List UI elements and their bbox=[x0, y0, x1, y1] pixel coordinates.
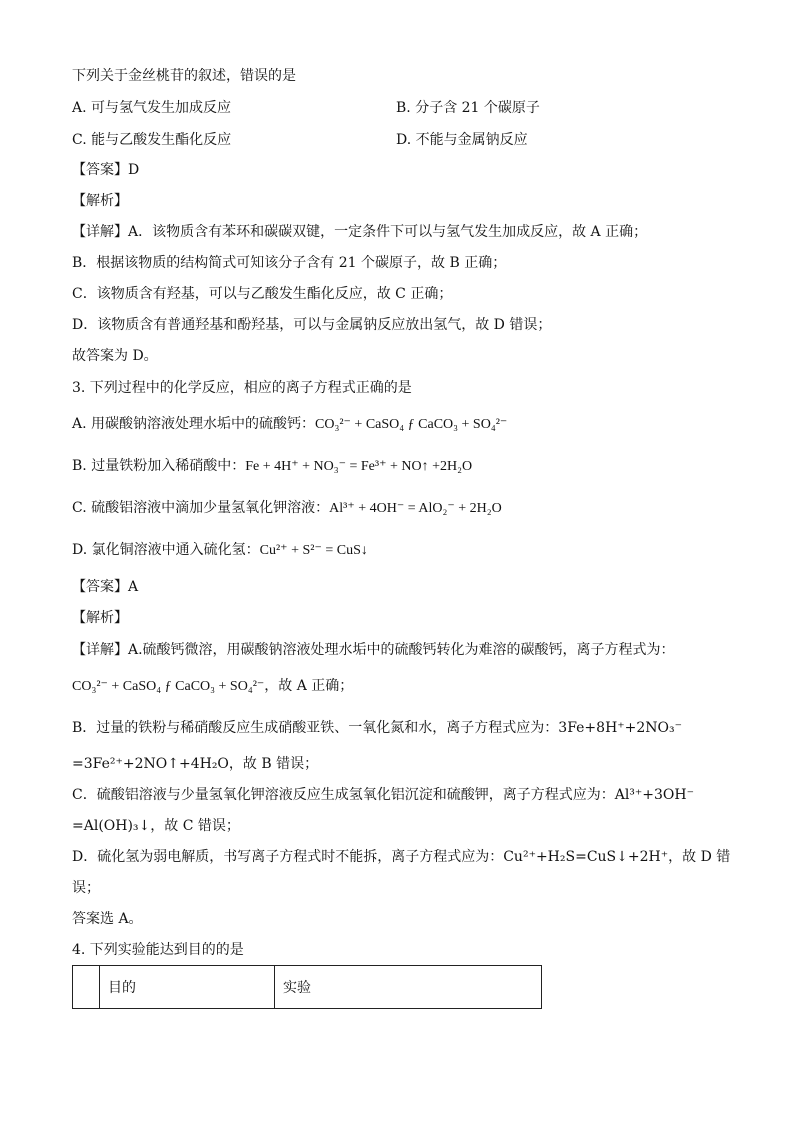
q3-detail-b-line2: =3Fe²⁺+2NO↑+4H₂O，故 B 错误； bbox=[72, 756, 319, 772]
q2-detail-a: 【详解】A．该物质含有苯环和碳碳双键，一定条件下可以与氢气发生加成反应，故 A 正确； bbox=[72, 224, 648, 240]
q3-detail-c-line2: =Al(OH)₃↓，故 C 错误； bbox=[72, 818, 240, 834]
q3-stem: 3. 下列过程中的化学反应，相应的离子方程式正确的是 bbox=[72, 380, 412, 396]
q3-conclusion: 答案选 A。 bbox=[72, 911, 143, 927]
q2-option-b: B. 分子含 21 个碳原子 bbox=[396, 100, 540, 116]
q3-detail-c-line1: C．硫酸铝溶液与少量氢氧化钾溶液反应生成氢氧化铝沉淀和硫酸钾，离子方程式应为：Al³⁺+3OH⁻ bbox=[72, 787, 695, 803]
q3-option-c bbox=[72, 498, 502, 519]
table-header-purpose: 目的 bbox=[100, 966, 275, 1009]
q3-analysis-label: 【解析】 bbox=[72, 610, 128, 626]
q3-option-c-text: C. 硫酸铝溶液中滴加少量氢氧化钾溶液： bbox=[72, 500, 330, 516]
q2-analysis-label: 【解析】 bbox=[72, 193, 128, 209]
q3-detail-a: 【详解】A.硫酸钙微溶，用碳酸钠溶液处理水垢中的硫酸钙转化为难溶的碳酸钙，离子方程式为： bbox=[72, 642, 675, 658]
q3-detail-b-line1: B．过量的铁粉与稀硝酸反应生成硝酸亚铁、一氧化氮和水，离子方程式应为：3Fe+8H⁺+2NO₃⁻ bbox=[72, 720, 683, 736]
q3-option-d-equation: Cu²⁺ + S²⁻ = CuS↓ bbox=[259, 543, 368, 558]
q3-detail-a-equation-line bbox=[72, 676, 353, 697]
q2-option-c: C. 能与乙酸发生酯化反应 bbox=[72, 132, 232, 148]
q2-detail-c: C．该物质含有羟基，可以与乙酸发生酯化反应，故 C 正确； bbox=[72, 286, 453, 302]
q2-conclusion: 故答案为 D。 bbox=[72, 348, 158, 364]
table-cell-index bbox=[73, 966, 100, 1009]
q3-option-b-equation: Fe + 4H⁺ + NO₃⁻ = Fe³⁺ + NO↑ +2H₂O bbox=[245, 459, 473, 474]
q2-detail-d: D．该物质含有普通羟基和酚羟基，可以与金属钠反应放出氢气，故 D 错误； bbox=[72, 317, 552, 333]
q3-answer: 【答案】A bbox=[72, 579, 139, 595]
q3-detail-d-line2: 误； bbox=[72, 880, 100, 896]
table-header-experiment: 实验 bbox=[275, 966, 542, 1009]
q3-option-b bbox=[72, 456, 472, 477]
table-row bbox=[73, 966, 542, 1009]
q4-stem: 4. 下列实验能达到目的的是 bbox=[72, 942, 244, 958]
q3-option-a bbox=[72, 414, 507, 435]
q2-option-d: D. 不能与金属钠反应 bbox=[396, 132, 528, 148]
q3-detail-d-line1: D．硫化氢为弱电解质，书写离子方程式时不能拆，离子方程式应为：Cu²⁺+H₂S=CuS↓+2H⁺，故 D 错 bbox=[72, 849, 731, 865]
q3-detail-a-equation: CO₃²⁻ + CaSO₄ ƒ CaCO₃ + SO₄²⁻ bbox=[72, 679, 265, 694]
q3-option-c-equation: Al³⁺ + 4OH⁻ = AlO₂⁻ + 2H₂O bbox=[329, 501, 502, 516]
q2-detail-b: B．根据该物质的结构简式可知该分子含有 21 个碳原子，故 B 正确； bbox=[72, 255, 507, 271]
q3-option-b-text: B. 过量铁粉加入稀硝酸中： bbox=[72, 458, 246, 474]
q3-option-d bbox=[72, 540, 368, 561]
q3-option-a-text: A. 用碳酸钠溶液处理水垢中的硫酸钙： bbox=[72, 416, 316, 432]
q2-stem: 下列关于金丝桃苷的叙述，错误的是 bbox=[72, 68, 296, 84]
q2-option-a: A. 可与氢气发生加成反应 bbox=[72, 100, 232, 116]
q2-answer: 【答案】D bbox=[72, 162, 140, 178]
q4-experiment-table bbox=[72, 965, 542, 1009]
q3-option-d-text: D. 氯化铜溶液中通入硫化氢： bbox=[72, 542, 260, 558]
q3-detail-a-tail: ，故 A 正确； bbox=[264, 678, 354, 694]
q3-option-a-equation: CO₃²⁻ + CaSO₄ ƒ CaCO₃ + SO₄²⁻ bbox=[315, 417, 508, 432]
